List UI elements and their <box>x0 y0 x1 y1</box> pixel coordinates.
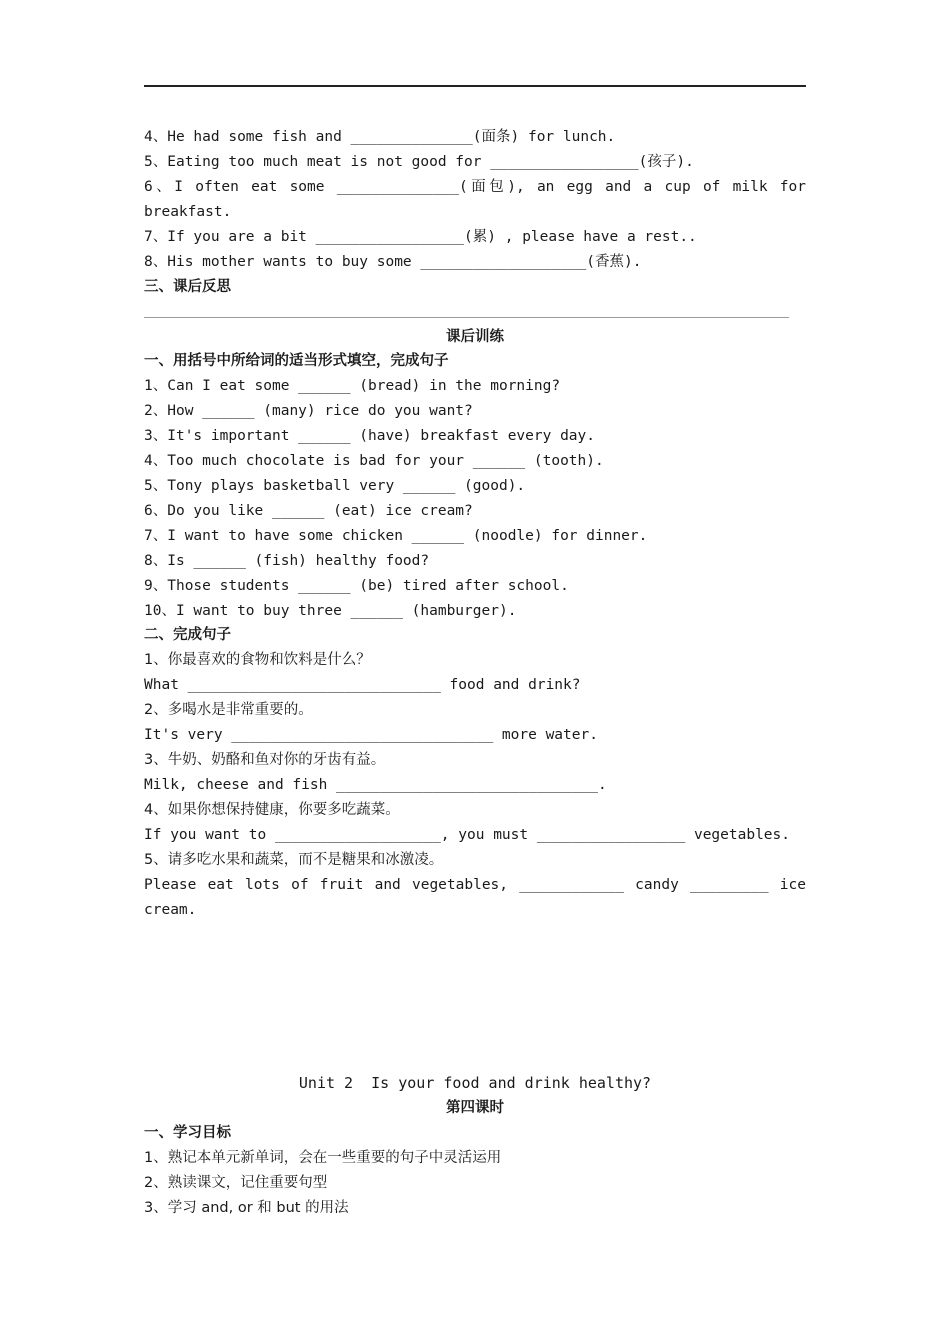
exercise-line: 7、If you are a bit _________________(累) , please have a rest.. <box>144 229 697 245</box>
goals-heading: 一、学习目标 <box>144 1125 231 1141</box>
fill-item: 10、I want to buy three ______ (hamburger). <box>144 603 517 619</box>
sentence-answer: Please eat lots of fruit and vegetables, ____________ candy _________ ice <box>144 877 806 893</box>
fill-item: 6、Do you like ______ (eat) ice cream? <box>144 503 473 519</box>
goal-item: 3、学习 and, or 和 but 的用法 <box>144 1200 349 1216</box>
fill-item: 8、Is ______ (fish) healthy food? <box>144 553 430 569</box>
goal-item: 2、熟读课文，记住重要句型 <box>144 1175 328 1191</box>
exercise-line: 4、He had some fish and ______________(面条) for lunch. <box>144 129 616 145</box>
sentence-prompt: 1、你最喜欢的食物和饮料是什么？ <box>144 652 371 668</box>
training-title: 课后训练 <box>446 329 504 345</box>
goal-item: 1、熟记本单元新单词，会在一些重要的句子中灵活运用 <box>144 1150 502 1166</box>
section1-heading: 一、用括号中所给词的适当形式填空，完成句子 <box>144 353 449 369</box>
reflection-answer-line <box>144 317 789 318</box>
fill-item: 3、It's important ______ (have) breakfast every day. <box>144 428 595 444</box>
sentence-prompt: 2、多喝水是非常重要的。 <box>144 702 313 718</box>
reflection-heading: 三、课后反思 <box>144 279 231 295</box>
header-rule <box>144 85 806 87</box>
lesson-title: 第四课时 <box>446 1100 504 1116</box>
sentence-prompt: 4、如果你想保持健康，你要多吃蔬菜。 <box>144 802 400 818</box>
fill-item: 4、Too much chocolate is bad for your ______ (tooth). <box>144 453 604 469</box>
exercise-line: 6、I often eat some ______________(面包), an egg and a cup of milk for <box>144 179 806 195</box>
sentence-answer: What _____________________________ food and drink? <box>144 677 581 693</box>
exercise-line: 5、Eating too much meat is not good for _________________(孩子). <box>144 154 694 170</box>
sentence-prompt: 5、请多吃水果和蔬菜，而不是糖果和冰激凌。 <box>144 852 444 868</box>
sentence-prompt: 3、牛奶、奶酪和鱼对你的牙齿有益。 <box>144 752 386 768</box>
exercise-line: breakfast. <box>144 204 232 220</box>
fill-item: 5、Tony plays basketball very ______ (good). <box>144 478 526 494</box>
exercise-line: 8、His mother wants to buy some ___________________(香蕉). <box>144 254 642 270</box>
fill-item: 9、Those students ______ (be) tired after school. <box>144 578 569 594</box>
section2-heading: 二、完成句子 <box>144 627 231 643</box>
fill-item: 2、How ______ (many) rice do you want? <box>144 403 473 419</box>
sentence-answer: Milk, cheese and fish ______________________________. <box>144 777 607 793</box>
fill-item: 7、I want to have some chicken ______ (noodle) for dinner. <box>144 528 648 544</box>
fill-item: 1、Can I eat some ______ (bread) in the morning? <box>144 378 561 394</box>
sentence-answer: It's very ______________________________ more water. <box>144 727 598 743</box>
sentence-answer: If you want to ___________________, you must _________________ vegetables. <box>144 827 791 843</box>
unit-title: Unit 2 Is your food and drink healthy? <box>298 1074 652 1092</box>
sentence-answer: cream. <box>144 902 197 918</box>
